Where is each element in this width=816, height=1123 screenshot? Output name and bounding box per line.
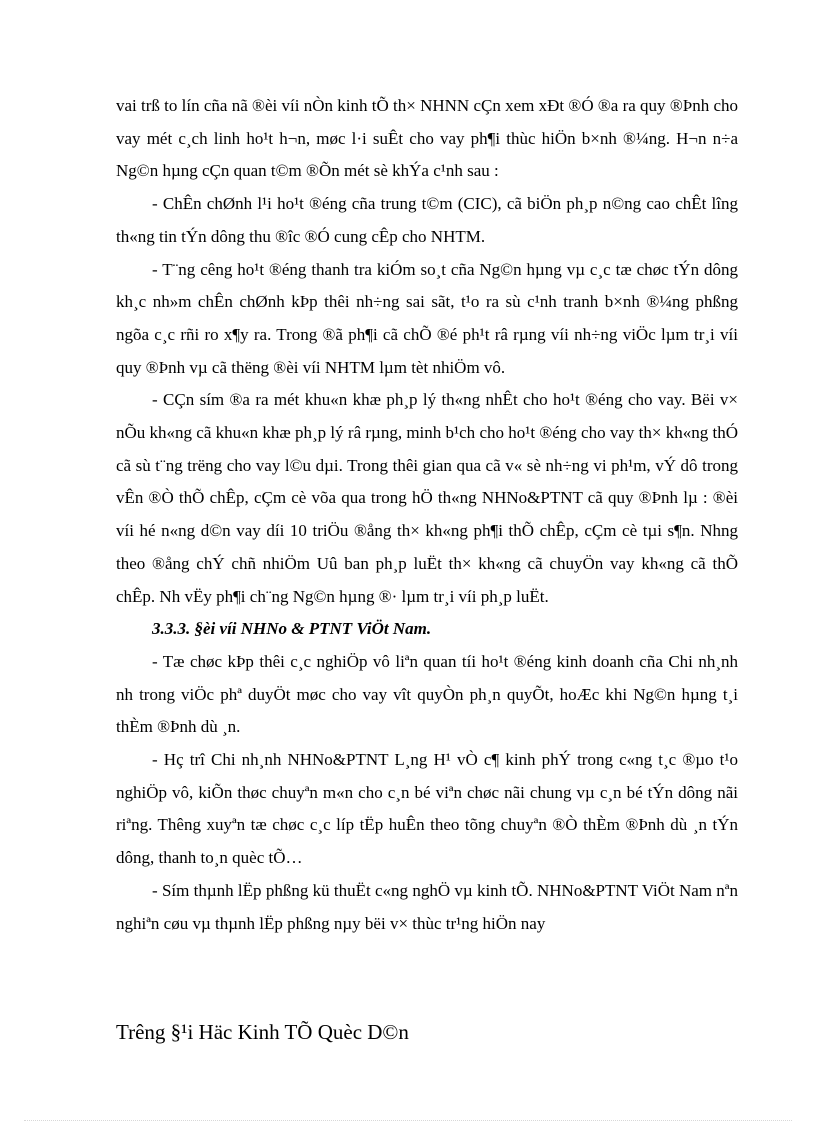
document-page xyxy=(116,90,738,940)
paragraph-inspection: - T¨ng cêng ho¹t ®éng thanh tra kiÓm so¸t cña Ng©n hµng vµ c¸c tæ chøc tÝn dông kh¸c nh»m chÊn chØnh kÞp thêi nh÷ng sai sãt, t¹o ra sù c¹nh tranh b×nh ®¼ng phßng ngõa c¸c rñi ro x¶y ra. Trong ®ã ph¶i cã chÕ ®é ph¹t râ rµng víi nh÷ng viÖc lµm tr¸i víi quy ®Þnh vµ cã thëng ®èi víi NHTM lµm tèt nhiÖm vô. xyxy=(116,259,738,377)
paragraph-intro: vai trß to lín cña nã ®èi víi nÒn kinh tÕ th× NHNN cÇn xem xÐt ®Ó ®a ra quy ®Þnh cho vay mét c¸ch linh ho¹t h¬n, møc l·i suÊt cho vay ph¶i thùc hiÖn b×nh ®¼ng. H¬n n÷a Ng©n hµng cÇn quan t©m ®Õn mét sè khÝa c¹nh sau : xyxy=(116,96,738,181)
paragraph-legal-framework: - CÇn sím ®a ra mét khu«n khæ ph¸p lý th«ng nhÊt cho ho¹t ®éng cho vay. Bëi v× nÕu kh«ng cã khu«n khæ ph¸p lý râ rµng, minh b¹ch cho ho¹t ®éng cho vay th× kh«ng thÓ cã sù t¨ng trëng cho vay l©u dµi. Trong thêi gian qua cã v« sè nh÷ng vi ph¹m, vÝ dô trong vÊn ®Ò thÕ chÊp, cÇm cè võa qua trong hÖ th«ng NHNo&PTNT cã quy ®Þnh lµ : ®èi víi hé n«ng d©n vay díi 10 triÖu ®ång th× kh«ng ph¶i thÕ chÊp, cÇm cè tµi s¶n. Nhng theo ®ång chÝ chñ nhiÖm Uû ban ph¸p luËt th× kh«ng cã chuyÖn vay kh«ng cã thÕ chÊp. Nh vËy ph¶i ch¨ng Ng©n hµng ®· lµm tr¸i víi ph¸p luËt. xyxy=(116,390,738,606)
page-footer: Trêng §¹i Häc Kinh TÕ Quèc D©n xyxy=(116,1020,409,1044)
page-bottom-divider xyxy=(24,1120,792,1121)
paragraph-technology: - Sím thµnh lËp phßng kü thuËt c«ng nghÖ vµ kinh tÕ. NHNo&PTNT ViÖt Nam nªn nghiªn cøu vµ thµnh lËp phßng nµy bëi v× thùc tr¹ng hiÖn nay xyxy=(116,880,738,933)
paragraph-cic: - ChÊn chØnh l¹i ho¹t ®éng cña trung t©m (CIC), cã biÖn ph¸p n©ng cao chÊt lîng th«ng tin tÝn dông thu ®îc ®Ó cung cÊp cho NHTM. xyxy=(116,194,738,246)
paragraph-training: - Hç trî Chi nh¸nh NHNo&PTNT L¸ng H¹ vÒ c¶ kinh phÝ trong c«ng t¸c ®µo t¹o nghiÖp vô, kiÕn thøc chuyªn m«n cho c¸n bé viªn chøc nãi chung vµ c¸n bé tÝn dông nãi riªng. Thêng xuyªn tæ chøc c¸c líp tËp huÊn theo tõng chuyªn ®Ò thÈm ®Þnh dù ¸n tÝn dông, thanh to¸n quèc tÕ… xyxy=(116,750,738,868)
section-heading: 3.3.3. §èi víi NHNo & PTNT ViÖt Nam. xyxy=(152,619,432,639)
paragraph-operations: - Tæ chøc kÞp thêi c¸c nghiÖp vô liªn quan tíi ho¹t ®éng kinh doanh cña Chi nh¸nh nh trong viÖc phª duyÖt møc cho vay vît quyÒn ph¸n quyÕt, hoÆc khi Ng©n hµng t¸i thÈm ®Þnh dù ¸n. xyxy=(116,651,738,737)
